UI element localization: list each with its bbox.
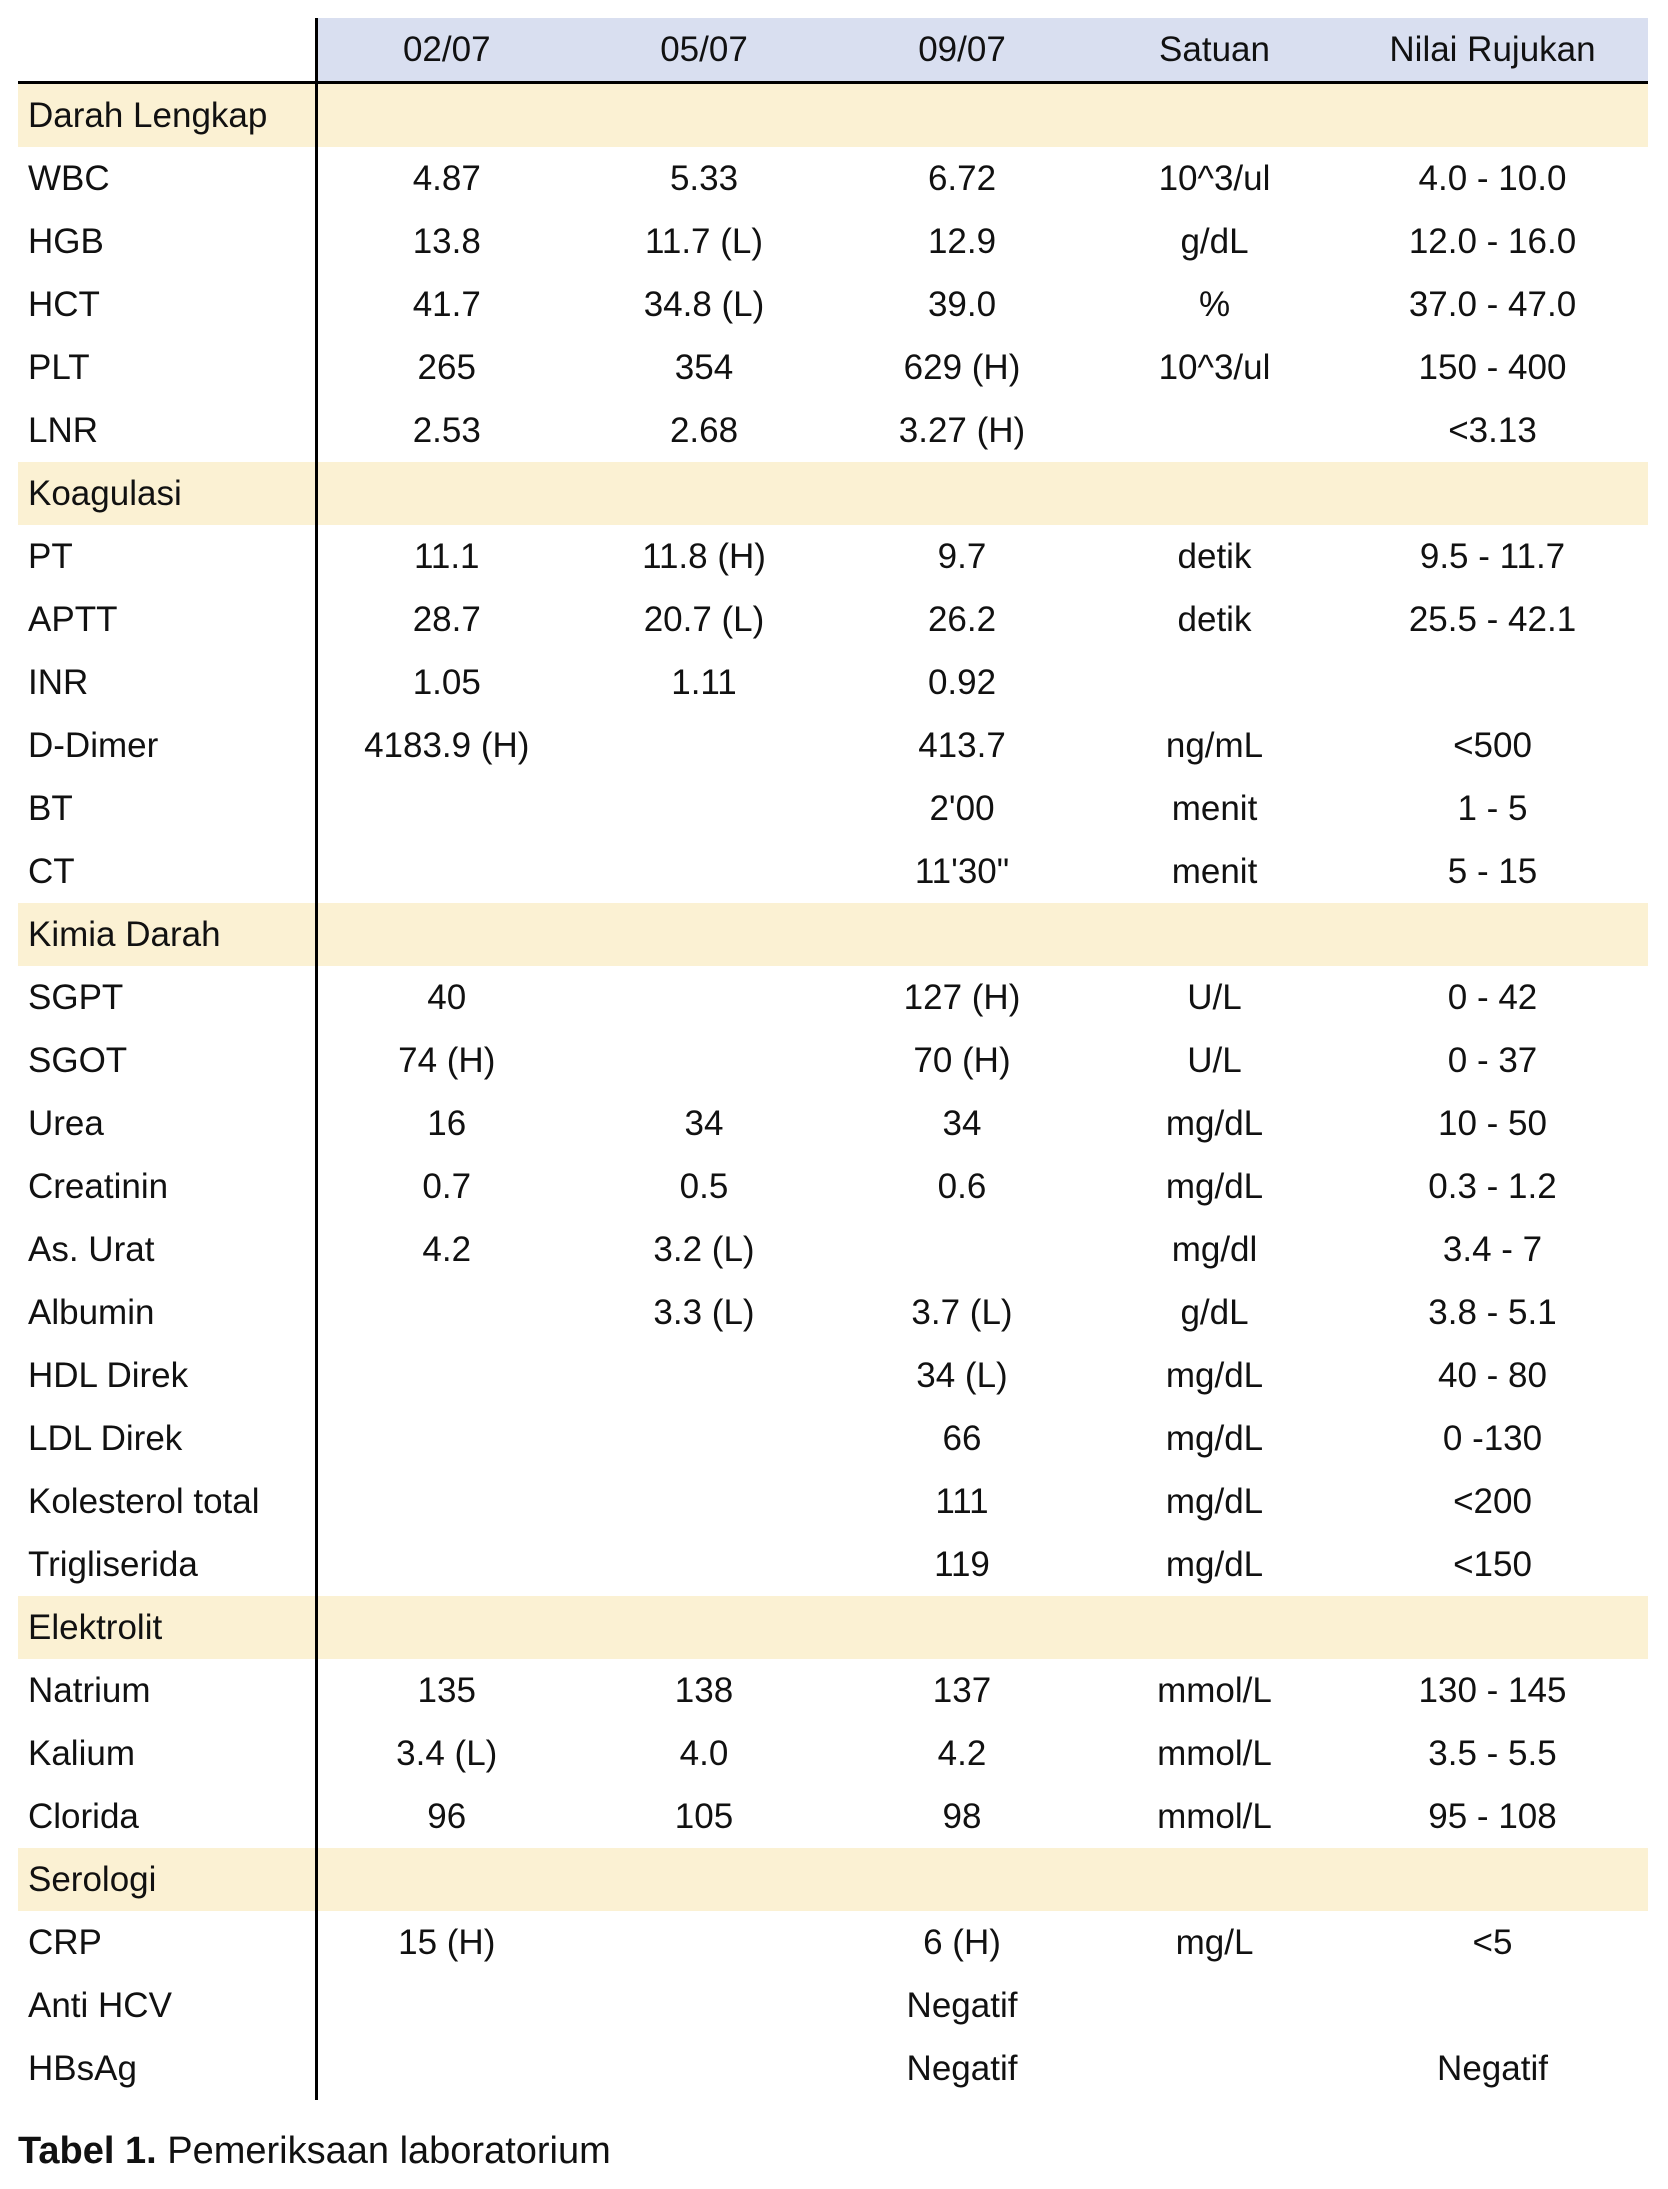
value-cell-date-2: 3.3 (L): [653, 1292, 755, 1332]
value-cell-date-3: 12.9: [927, 221, 997, 261]
value-cell-date-2: 354: [674, 347, 734, 387]
reference-cell: 3.5 - 5.5: [1428, 1733, 1557, 1773]
section-filler-cell: [316, 903, 576, 966]
section-filler-cell: [1092, 903, 1337, 966]
test-name: PLT: [18, 336, 316, 399]
header-corner: [18, 18, 316, 83]
test-name: HCT: [18, 273, 316, 336]
table-row: [18, 588, 1648, 651]
section-filler-cell: [576, 1596, 832, 1659]
reference-cell: 130 - 145: [1418, 1670, 1567, 1710]
section-filler-cell: [1337, 462, 1648, 525]
section-filler-cell: [1092, 1596, 1337, 1659]
test-name: Trigliserida: [18, 1533, 316, 1596]
value-cell-date-2: [576, 840, 832, 903]
reference-cell: [1337, 651, 1648, 714]
value-cell-date-2: 34.8 (L): [643, 284, 765, 324]
value-cell-date-2: 3.2 (L): [653, 1229, 755, 1269]
value-cell-date-1: 16: [427, 1103, 467, 1143]
section-title: Koagulasi: [18, 462, 316, 525]
section-filler-cell: [832, 1596, 1092, 1659]
table-row: [18, 1533, 1648, 1596]
value-cell-date-2: [576, 1344, 832, 1407]
value-cell-date-2: 34: [684, 1103, 724, 1143]
lab-results-table: [18, 18, 1648, 2100]
section-row: [18, 83, 1648, 148]
unit-cell: mmol/L: [1157, 1670, 1272, 1710]
unit-cell: g/dL: [1180, 1292, 1249, 1332]
header-unit: Satuan: [1092, 18, 1337, 83]
test-name: SGOT: [18, 1029, 316, 1092]
section-filler-cell: [832, 462, 1092, 525]
table-row: [18, 840, 1648, 903]
reference-cell: 95 - 108: [1428, 1796, 1557, 1836]
unit-cell: ng/mL: [1165, 725, 1264, 765]
table-row: [18, 147, 1648, 210]
section-row: [18, 1848, 1648, 1911]
header-row: [18, 18, 1648, 83]
value-cell-date-3: 3.7 (L): [911, 1292, 1013, 1332]
test-name: Albumin: [18, 1281, 316, 1344]
value-cell-date-1: [316, 1344, 576, 1407]
table-row: [18, 714, 1648, 777]
test-name: WBC: [18, 147, 316, 210]
value-cell-date-3: 6.72: [927, 158, 997, 198]
reference-cell: <200: [1453, 1481, 1532, 1521]
reference-cell: 37.0 - 47.0: [1408, 284, 1577, 324]
test-name: LDL Direk: [18, 1407, 316, 1470]
section-row: [18, 462, 1648, 525]
test-name: As. Urat: [18, 1218, 316, 1281]
value-cell-date-3: 66: [942, 1418, 982, 1458]
value-cell-date-3: Negatif: [906, 1985, 1018, 2025]
section-filler-cell: [576, 1848, 832, 1911]
test-name: APTT: [18, 588, 316, 651]
test-name: Kolesterol total: [18, 1470, 316, 1533]
value-cell-date-3: 119: [934, 1544, 990, 1584]
value-cell-date-2: [576, 1029, 832, 1092]
value-cell-date-2: 5.33: [669, 158, 739, 198]
value-cell-date-3: 2'00: [929, 788, 995, 828]
value-cell-date-3: 6 (H): [923, 1922, 1001, 1962]
value-cell-date-3: [832, 1218, 1092, 1281]
value-cell-date-3: 0.6: [937, 1166, 987, 1206]
caption-label: Tabel 1.: [18, 2130, 157, 2172]
value-cell-date-1: 2.53: [412, 410, 481, 450]
test-name: SGPT: [18, 966, 316, 1029]
section-filler-cell: [832, 903, 1092, 966]
value-cell-date-1: [316, 1407, 576, 1470]
value-cell-date-1: [316, 777, 576, 840]
section-filler-cell: [316, 462, 576, 525]
value-cell-date-2: [576, 1470, 832, 1533]
test-name: PT: [18, 525, 316, 588]
reference-cell: [1337, 1974, 1648, 2037]
value-cell-date-1: [316, 1533, 576, 1596]
value-cell-date-1: 40: [427, 977, 467, 1017]
section-filler-cell: [1092, 83, 1337, 148]
test-name: Anti HCV: [18, 1974, 316, 2037]
section-filler-cell: [1337, 83, 1648, 148]
table-row: [18, 1218, 1648, 1281]
table-row: [18, 1344, 1648, 1407]
value-cell-date-3: 34: [942, 1103, 982, 1143]
value-cell-date-2: [576, 714, 832, 777]
unit-cell: mg/L: [1175, 1922, 1254, 1962]
section-filler-cell: [576, 903, 832, 966]
value-cell-date-1: 28.7: [412, 599, 481, 639]
section-filler-cell: [576, 462, 832, 525]
value-cell-date-1: 96: [427, 1796, 467, 1836]
test-name: BT: [18, 777, 316, 840]
value-cell-date-3: 137: [932, 1670, 992, 1710]
unit-cell: menit: [1171, 851, 1258, 891]
table-row: [18, 2037, 1648, 2100]
table-caption: [18, 2130, 611, 2173]
reference-cell: 25.5 - 42.1: [1408, 599, 1577, 639]
table-row: [18, 1974, 1648, 2037]
value-cell-date-1: [316, 1470, 576, 1533]
value-cell-date-3: 39.0: [927, 284, 997, 324]
unit-cell: [1092, 2037, 1337, 2100]
reference-cell: 3.8 - 5.1: [1428, 1292, 1557, 1332]
test-name: Natrium: [18, 1659, 316, 1722]
value-cell-date-1: [316, 1281, 576, 1344]
test-name: Urea: [18, 1092, 316, 1155]
table-row: [18, 1029, 1648, 1092]
value-cell-date-2: 2.68: [669, 410, 739, 450]
value-cell-date-1: 135: [417, 1670, 476, 1710]
value-cell-date-3: 4.2: [937, 1733, 987, 1773]
header-date-3: 09/07: [832, 18, 1092, 83]
table-row: [18, 399, 1648, 462]
reference-cell: 12.0 - 16.0: [1408, 221, 1577, 261]
value-cell-date-1: 11.1: [413, 536, 480, 576]
section-filler-cell: [1092, 1848, 1337, 1911]
unit-cell: detik: [1177, 599, 1252, 639]
section-row: [18, 1596, 1648, 1659]
test-name: CRP: [18, 1911, 316, 1974]
value-cell-date-2: 20.7 (L): [643, 599, 765, 639]
table-body: [18, 83, 1648, 2101]
table-row: [18, 525, 1648, 588]
unit-cell: 10^3/ul: [1158, 347, 1271, 387]
value-cell-date-1: 13.8: [412, 221, 481, 261]
value-cell-date-1: 0.7: [422, 1166, 472, 1206]
table-row: [18, 1155, 1648, 1218]
unit-cell: U/L: [1187, 1040, 1242, 1080]
table-header: [18, 18, 1648, 83]
table-row: [18, 1659, 1648, 1722]
reference-cell: 10 - 50: [1438, 1103, 1547, 1143]
value-cell-date-1: 4.87: [412, 158, 481, 198]
value-cell-date-1: [316, 840, 576, 903]
value-cell-date-2: [576, 2037, 832, 2100]
table-row: [18, 336, 1648, 399]
table-row: [18, 651, 1648, 714]
section-title: Serologi: [18, 1848, 316, 1911]
reference-cell: Negatif: [1437, 2048, 1548, 2088]
section-row: [18, 903, 1648, 966]
test-name: HBsAg: [18, 2037, 316, 2100]
reference-cell: 9.5 - 11.7: [1419, 536, 1566, 576]
reference-cell: 4.0 - 10.0: [1418, 158, 1567, 198]
section-title: Darah Lengkap: [18, 83, 316, 148]
reference-cell: <3.13: [1448, 410, 1537, 450]
value-cell-date-3: 3.27 (H): [898, 410, 1026, 450]
value-cell-date-1: 4183.9 (H): [364, 725, 530, 765]
unit-cell: mg/dL: [1165, 1355, 1264, 1395]
table-row: [18, 1470, 1648, 1533]
unit-cell: mg/dL: [1165, 1481, 1264, 1521]
value-cell-date-1: 265: [417, 347, 476, 387]
reference-cell: <5: [1472, 1922, 1513, 1962]
table-row: [18, 1722, 1648, 1785]
value-cell-date-2: 105: [674, 1796, 734, 1836]
section-title: Kimia Darah: [18, 903, 316, 966]
section-filler-cell: [832, 83, 1092, 148]
unit-cell: U/L: [1187, 977, 1242, 1017]
section-filler-cell: [316, 1596, 576, 1659]
unit-cell: detik: [1177, 536, 1252, 576]
value-cell-date-3: 629 (H): [903, 347, 1021, 387]
value-cell-date-2: [576, 1911, 832, 1974]
value-cell-date-3: 127 (H): [903, 977, 1021, 1017]
reference-cell: 1 - 5: [1457, 788, 1528, 828]
section-filler-cell: [316, 83, 576, 148]
value-cell-date-3: 0.92: [927, 662, 997, 702]
value-cell-date-2: [576, 1407, 832, 1470]
unit-cell: mmol/L: [1157, 1796, 1272, 1836]
reference-cell: 0 -130: [1442, 1418, 1543, 1458]
header-date-2: 05/07: [576, 18, 832, 83]
reference-cell: 5 - 15: [1447, 851, 1538, 891]
reference-cell: 3.4 - 7: [1442, 1229, 1543, 1269]
test-name: Kalium: [18, 1722, 316, 1785]
reference-cell: 0 - 42: [1447, 977, 1538, 1017]
value-cell-date-1: [316, 2037, 576, 2100]
value-cell-date-2: 4.0: [679, 1733, 729, 1773]
value-cell-date-1: 4.2: [422, 1229, 472, 1269]
table-row: [18, 1785, 1648, 1848]
value-cell-date-2: 11.8 (H): [642, 536, 766, 576]
section-title: Elektrolit: [18, 1596, 316, 1659]
table-row: [18, 210, 1648, 273]
table-row: [18, 1407, 1648, 1470]
table-row: [18, 1281, 1648, 1344]
reference-cell: 40 - 80: [1438, 1355, 1547, 1395]
section-filler-cell: [1337, 1848, 1648, 1911]
unit-cell: %: [1198, 284, 1231, 324]
reference-cell: 0.3 - 1.2: [1428, 1166, 1557, 1206]
value-cell-date-1: [316, 1974, 576, 2037]
reference-cell: 150 - 400: [1418, 347, 1567, 387]
value-cell-date-3: 413.7: [918, 725, 1006, 765]
test-name: INR: [18, 651, 316, 714]
value-cell-date-2: [576, 1533, 832, 1596]
value-cell-date-3: 98: [942, 1796, 982, 1836]
value-cell-date-2: 1.11: [671, 662, 737, 702]
value-cell-date-2: [576, 966, 832, 1029]
section-filler-cell: [316, 1848, 576, 1911]
test-name: D-Dimer: [18, 714, 316, 777]
header-reference: Nilai Rujukan: [1337, 18, 1648, 83]
value-cell-date-3: 26.2: [927, 599, 997, 639]
header-date-1: 02/07: [316, 18, 576, 83]
unit-cell: [1092, 1974, 1337, 2037]
test-name: Creatinin: [18, 1155, 316, 1218]
test-name: HDL Direk: [18, 1344, 316, 1407]
value-cell-date-3: 70 (H): [913, 1040, 1011, 1080]
section-filler-cell: [1337, 903, 1648, 966]
unit-cell: [1092, 651, 1337, 714]
value-cell-date-2: 0.5: [679, 1166, 729, 1206]
value-cell-date-3: Negatif: [906, 2048, 1018, 2088]
table-row: [18, 966, 1648, 1029]
unit-cell: menit: [1171, 788, 1258, 828]
unit-cell: mg/dL: [1165, 1166, 1264, 1206]
table-row: [18, 1911, 1648, 1974]
table-row: [18, 777, 1648, 840]
unit-cell: mg/dL: [1165, 1103, 1264, 1143]
table-row: [18, 1092, 1648, 1155]
value-cell-date-2: 11.7 (L): [644, 221, 764, 261]
value-cell-date-2: [576, 1974, 832, 2037]
unit-cell: [1092, 399, 1337, 462]
value-cell-date-1: 74 (H): [398, 1040, 496, 1080]
caption-text: Pemeriksaan laboratorium: [156, 2130, 611, 2172]
test-name: HGB: [18, 210, 316, 273]
unit-cell: g/dL: [1180, 221, 1249, 261]
unit-cell: 10^3/ul: [1158, 158, 1271, 198]
value-cell-date-3: 11'30": [914, 851, 1010, 891]
section-filler-cell: [576, 83, 832, 148]
section-filler-cell: [832, 1848, 1092, 1911]
test-name: Clorida: [18, 1785, 316, 1848]
reference-cell: <150: [1453, 1544, 1532, 1584]
value-cell-date-1: 41.7: [412, 284, 481, 324]
reference-cell: <500: [1453, 725, 1532, 765]
value-cell-date-1: 3.4 (L): [396, 1733, 498, 1773]
test-name: LNR: [18, 399, 316, 462]
value-cell-date-2: 138: [674, 1670, 734, 1710]
value-cell-date-3: 9.7: [937, 536, 987, 576]
reference-cell: 0 - 37: [1447, 1040, 1538, 1080]
table-row: [18, 273, 1648, 336]
unit-cell: mmol/L: [1157, 1733, 1272, 1773]
unit-cell: mg/dL: [1165, 1418, 1264, 1458]
value-cell-date-1: 1.05: [412, 662, 481, 702]
value-cell-date-1: 15 (H): [398, 1922, 496, 1962]
value-cell-date-3: 111: [935, 1481, 989, 1521]
test-name: CT: [18, 840, 316, 903]
section-filler-cell: [1092, 462, 1337, 525]
value-cell-date-3: 34 (L): [916, 1355, 1008, 1395]
value-cell-date-2: [576, 777, 832, 840]
unit-cell: mg/dl: [1171, 1229, 1258, 1269]
unit-cell: mg/dL: [1165, 1544, 1264, 1584]
section-filler-cell: [1337, 1596, 1648, 1659]
